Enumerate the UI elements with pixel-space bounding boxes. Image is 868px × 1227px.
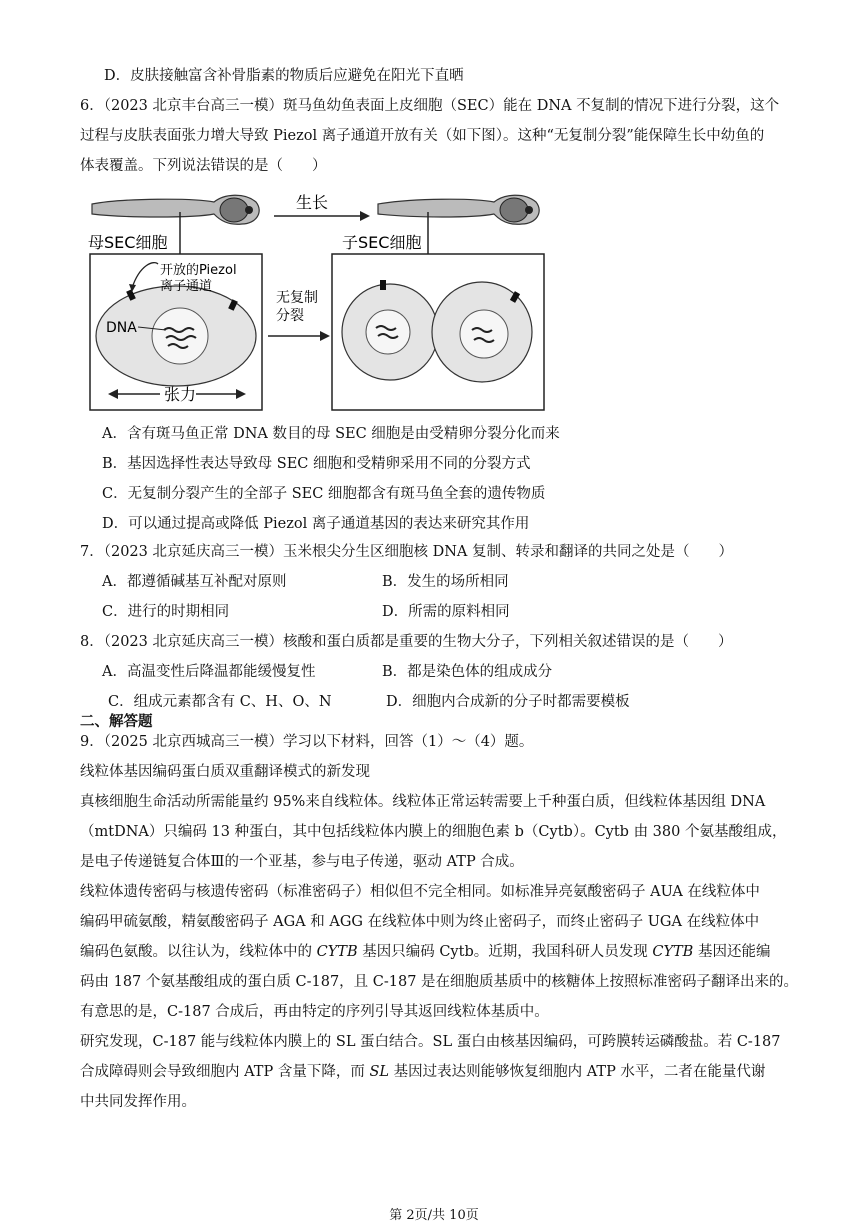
q6-stem-line2: 过程与皮肤表面张力增大导致 Piezol 离子通道开放有关（如下图）。这种“无复制分裂”能保障生长中幼鱼的 — [80, 128, 765, 144]
q6-stem-line3: 体表覆盖。下列说法错误的是（ ） — [80, 158, 327, 174]
q8-option-b: B．都是染色体的组成成分 — [382, 664, 553, 680]
q7-option-a: A．都遵循碱基互补配对原则 — [102, 574, 287, 590]
open-channel-label-2: 离子通道 — [160, 279, 213, 294]
q9-paragraph1-line2: （mtDNA）只编码 13 种蛋白，其中包括线粒体内膜上的细胞色素 b（Cytb）。Cytb 由 380 个氨基酸组成， — [80, 824, 787, 840]
q9-paragraph1-line3: 是电子传递链复合体Ⅲ的一个亚基，参与电子传递，驱动 ATP 合成。 — [80, 854, 524, 870]
q9-paragraph2-line3: 编码色氨酸。以往认为，线粒体中的 CYTB 基因只编码 Cytb。近期，我国科研人员发现 CYTB 基因还能编 — [80, 944, 771, 960]
q8-stem: 8．（2023 北京延庆高三一模）核酸和蛋白质都是重要的生物大分子，下列相关叙述错误的是（ ） — [80, 634, 733, 650]
daughter-nucleus-left — [366, 310, 410, 354]
q7-stem: 7．（2023 北京延庆高三一模）玉米根尖分生区细胞核 DNA 复制、转录和翻译的共同之处是（ ） — [80, 544, 733, 560]
q6-figure — [84, 184, 554, 416]
q9-article-title: 线粒体基因编码蛋白质双重翻译模式的新发现 — [80, 764, 370, 780]
zebrafish-larva-right — [378, 195, 539, 224]
gene-name: CYTB — [652, 944, 694, 960]
q9-paragraph3-line1: 研究发现，C-187 能与线粒体内膜上的 SL 蛋白结合。SL 蛋白由核基因编码，可跨膜转运磷酸盐。若 C-187 — [80, 1034, 781, 1050]
q6-stem-line1: 6．（2023 北京丰台高三一模）斑马鱼幼鱼表面上皮细胞（SEC）能在 DNA 不复制的情况下进行分裂，这个 — [80, 98, 780, 114]
q8-option-a: A．高温变性后降温都能缓慢复性 — [102, 664, 316, 680]
page-footer: 第 2页/共 10页 — [389, 1208, 479, 1223]
mother-sec-label: 母SEC细胞 — [88, 233, 168, 252]
mother-nucleus — [152, 308, 208, 364]
q9-paragraph2-line1: 线粒体遗传密码与核遗传密码（标准密码子）相似但不完全相同。如标准异亮氨酸密码子 AUA 在线粒体中 — [80, 884, 760, 900]
q8-option-c: C．组成元素都含有 C、H、O、N — [108, 694, 332, 710]
q7-option-d: D．所需的原料相同 — [382, 604, 510, 620]
q6-option-d: D．可以通过提高或降低 Piezol 离子通道基因的表达来研究其作用 — [102, 516, 530, 532]
growth-label: 生长 — [296, 193, 329, 212]
q9-paragraph3-line3: 中共同发挥作用。 — [80, 1094, 196, 1110]
q8-option-d: D．细胞内合成新的分子时都需要模板 — [386, 694, 630, 710]
q6-option-b: B．基因选择性表达导致母 SEC 细胞和受精卵采用不同的分裂方式 — [102, 456, 531, 472]
q9-paragraph3-line2: 合成障碍则会导致细胞内 ATP 含量下降，而 SL 基因过表达则能够恢复细胞内 ATP 水平，二者在能量代谢 — [80, 1064, 766, 1080]
q9-paragraph2-line4: 码由 187 个氨基酸组成的蛋白质 C-187，且 C-187 是在细胞质基质中的核糖体上按照标准密码子翻译出来的。 — [80, 974, 799, 990]
q6-option-a: A．含有斑马鱼正常 DNA 数目的母 SEC 细胞是由受精卵分裂分化而来 — [102, 426, 560, 442]
q7-option-c: C．进行的时期相同 — [102, 604, 230, 620]
tension-label: 张力 — [164, 385, 197, 404]
q6-option-c: C．无复制分裂产生的全部子 SEC 细胞都含有斑马鱼全套的遗传物质 — [102, 486, 546, 502]
q7-option-b: B．发生的场所相同 — [382, 574, 509, 590]
daughter-sec-label: 子SEC细胞 — [342, 233, 422, 252]
dna-label: DNA — [106, 320, 137, 336]
zebrafish-larva-left — [92, 195, 259, 224]
daughter-nucleus-right — [460, 310, 508, 358]
section-heading: 二、解答题 — [80, 713, 153, 730]
no-dup-label-2: 分裂 — [276, 308, 304, 324]
q9-paragraph2-line5: 有意思的是，C-187 合成后，再由特定的序列引导其返回线粒体基质中。 — [80, 1004, 549, 1020]
open-channel-label-1: 开放的Piezol — [160, 263, 237, 278]
q5-option-d: D．皮肤接触富含补骨脂素的物质后应避免在阳光下直晒 — [104, 68, 464, 84]
no-dup-label-1: 无复制 — [276, 290, 318, 306]
q9-stem: 9．（2025 北京西城高三一模）学习以下材料，回答（1）～（4）题。 — [80, 734, 534, 750]
piezol-channel-daughter-left — [380, 280, 386, 290]
q9-paragraph2-line2: 编码甲硫氨酸，精氨酸密码子 AGA 和 AGG 在线粒体中则为终止密码子，而终止密码子 UGA 在线粒体中 — [80, 914, 760, 930]
sl-gene-name: SL — [369, 1064, 389, 1080]
gene-name: CYTB — [316, 944, 358, 960]
q9-paragraph1-line1: 真核细胞生命活动所需能量约 95%来自线粒体。线粒体正常运转需要上千种蛋白质，但线粒体基因组 DNA — [80, 794, 766, 810]
